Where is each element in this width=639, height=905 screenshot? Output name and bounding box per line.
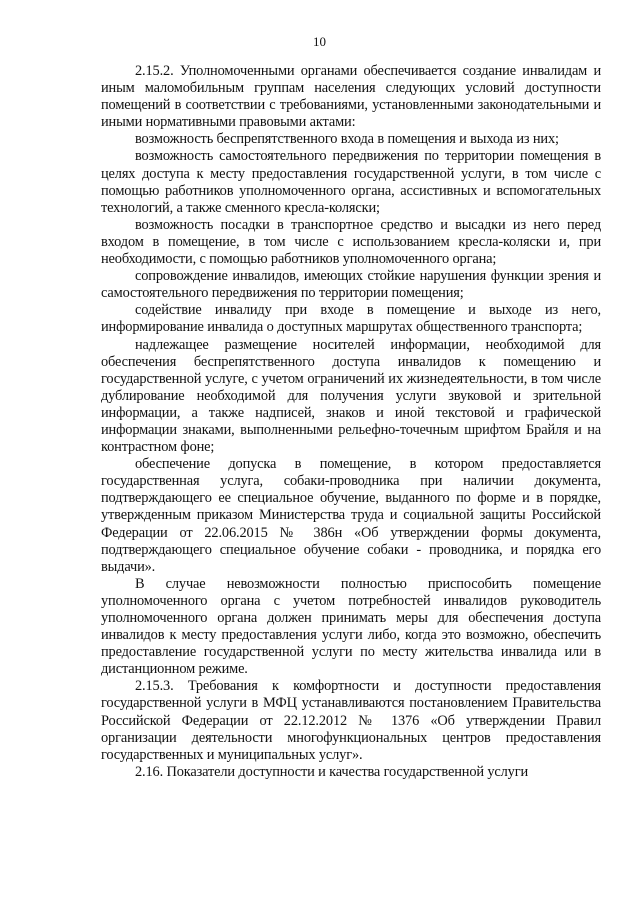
paragraph-escort: сопровождение инвалидов, имеющих стойкие нарушения функции зрения и самостоятельного передвижения по территории помещения; bbox=[101, 268, 601, 302]
paragraph-2-15-2: 2.15.2. Уполномоченными органами обеспечивается создание инвалидам и иным маломобильным группам населения следующих условий доступности помещений в соответствии с требованиями, установленными законодательными и иными нормативными правовыми актами: bbox=[101, 63, 601, 131]
paragraph-assistance: содействие инвалиду при входе в помещение и выходе из него, информирование инвалида о доступных маршрутах общественного транспорта; bbox=[101, 302, 601, 336]
paragraph-vehicle-boarding: возможность посадки в транспортное средство и высадки из него перед входом в помещение, в том числе с использованием кресла-коляски и, при необходимости, с помощью работников уполномоченного органа; bbox=[101, 216, 601, 268]
document-body bbox=[101, 63, 601, 781]
paragraph-2-15-3: 2.15.3. Требования к комфортности и доступности предоставления государственной услуги в МФЦ устанавливаются постановлением Правительства Российской Федерации от 22.12.2012 № 1376 «Об утверждении Правил организации деятельности многофункциональных центров предоставления государственных и муниципальных услуг». bbox=[101, 678, 601, 763]
paragraph-independent-movement: возможность самостоятельного передвижения по территории помещения в целях доступа к месту предоставления государственной услуги, в том числе с помощью работников уполномоченного органа, ассистивных и вспомогательных технологий, а также сменного кресла-коляски; bbox=[101, 148, 601, 216]
paragraph-guide-dog: обеспечение допуска в помещение, в котором предоставляется государственная услуга, собаки-проводника при наличии документа, подтверждающего ее специальное обучение, выданного по форме и в порядке, утвержденным приказом Министерства труда и социальной защиты Российской Федерации от 22.06.2015 № 386н «Об утверждении формы документа, подтверждающего специальное обучение собаки - проводника, и порядка его выдачи». bbox=[101, 456, 601, 575]
paragraph-information-placement: надлежащее размещение носителей информации, необходимой для обеспечения беспрепятственного доступа инвалидов к помещению и государственной услуге, с учетом ограничений их жизнедеятельности, в том числе дублирование необходимой для получения услуги звуковой и зрительной информации, а также надписей, знаков и иной текстовой и графической информации знаками, выполненными рельефно-точечным шрифтом Брайля и на контрастном фоне; bbox=[101, 336, 601, 456]
paragraph-impossibility: В случае невозможности полностью приспособить помещение уполномоченного органа с учетом потребностей инвалидов руководитель уполномоченного органа должен принимать меры для обеспечения доступа инвалидов к месту предоставления услуги либо, когда это возможно, обеспечить предоставление государственной услуги по месту жительства инвалида или в дистанционном режиме. bbox=[101, 575, 601, 678]
paragraph-2-16: 2.16. Показатели доступности и качества государственной услуги bbox=[135, 763, 529, 780]
page-number: 10 bbox=[313, 34, 326, 49]
paragraph-entrance-access: возможность беспрепятственного входа в помещения и выхода из них; bbox=[135, 131, 559, 148]
